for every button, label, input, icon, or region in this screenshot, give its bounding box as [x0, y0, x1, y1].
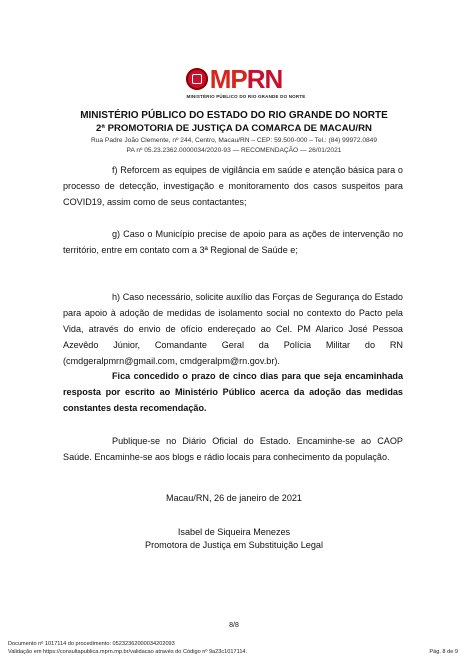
paragraph-g-text: g) Caso o Município precise de apoio para as ações de intervenção no território, entre em contato com a 3ª Regional de Saúde e;: [63, 229, 403, 255]
place-date: Macau/RN, 26 de janeiro de 2021: [166, 493, 302, 503]
seal-icon: [186, 68, 208, 90]
paragraph-g: [63, 227, 403, 259]
document-number: Documento nº 1017114 do procedimento: 05232362000034202093: [8, 641, 175, 647]
signer-role: Promotora de Justiça em Substituição Legal: [145, 540, 323, 550]
paragraph-deadline: [63, 369, 403, 417]
paragraph-f-text: f) Reforcem as equipes de vigilância em saúde e atenção básica para o processo de detecção, investigação e monitoramento dos casos suspeitos para COVID19, assim como de seus contactantes;: [63, 165, 403, 207]
logo-wordmark: [210, 66, 283, 92]
logo-subtitle: MINISTÉRIO PÚBLICO DO RIO GRANDE DO NORTE: [186, 94, 306, 99]
paragraph-f: [63, 163, 403, 211]
signer-name: Isabel de Siqueira Menezes: [177, 527, 291, 537]
address-line: Rua Padre João Clemente, nº 244, Centro, Macau/RN – CEP: 59.500-000 – Tel.: (84) 99972.0849: [91, 137, 377, 144]
page-label: Pág. 8 de 9: [429, 649, 458, 655]
paragraph-h-text: h) Caso necessário, solicite auxílio das Forças de Segurança do Estado para apoio à adoção de medidas de isolamento social no contexto do Pacto pela Vida, através do envio de ofício endereçado ao Cel. PM Alarico José Pessoa Azevêdo Júnior, Comandante Geral da Polícia Militar do RN (cmdgeralpmrn@gmail.com, cmdgeralpm@rn.gov.br).: [63, 292, 403, 366]
page-counter: 8/8: [229, 622, 239, 629]
paragraph-publish-text: Publique-se no Diário Oficial do Estado. Encaminhe-se ao CAOP Saúde. Encaminhe-se aos blogs e rádio locais para conhecimento da população.: [63, 436, 403, 462]
office-title: 2ª PROMOTORIA DE JUSTIÇA DA COMARCA DE MACAU/RN: [96, 123, 372, 134]
mprn-logo: [0, 66, 468, 99]
paragraph-publish: [63, 434, 403, 466]
case-reference: PA nº 05.23.2362.0000034/2020-93 — RECOMENDAÇÃO — 26/01/2021: [126, 147, 342, 154]
validation-link[interactable]: Validação em https://consultapublica.mprn.mp.br/validacao através do Código nº 9a23c1017114.: [8, 649, 248, 655]
institution-title: MINISTÉRIO PÚBLICO DO ESTADO DO RIO GRANDE DO NORTE: [80, 110, 388, 121]
logo-mark: [186, 66, 283, 92]
paragraph-deadline-text: Fica concedido o prazo de cinco dias para que seja encaminhada resposta por escrito ao Ministério Público acerca da adoção das medidas constantes desta recomendação.: [63, 371, 403, 413]
logo-rn: RN: [246, 64, 283, 94]
paragraph-h: [63, 290, 403, 370]
logo-mp: MP: [209, 64, 247, 94]
